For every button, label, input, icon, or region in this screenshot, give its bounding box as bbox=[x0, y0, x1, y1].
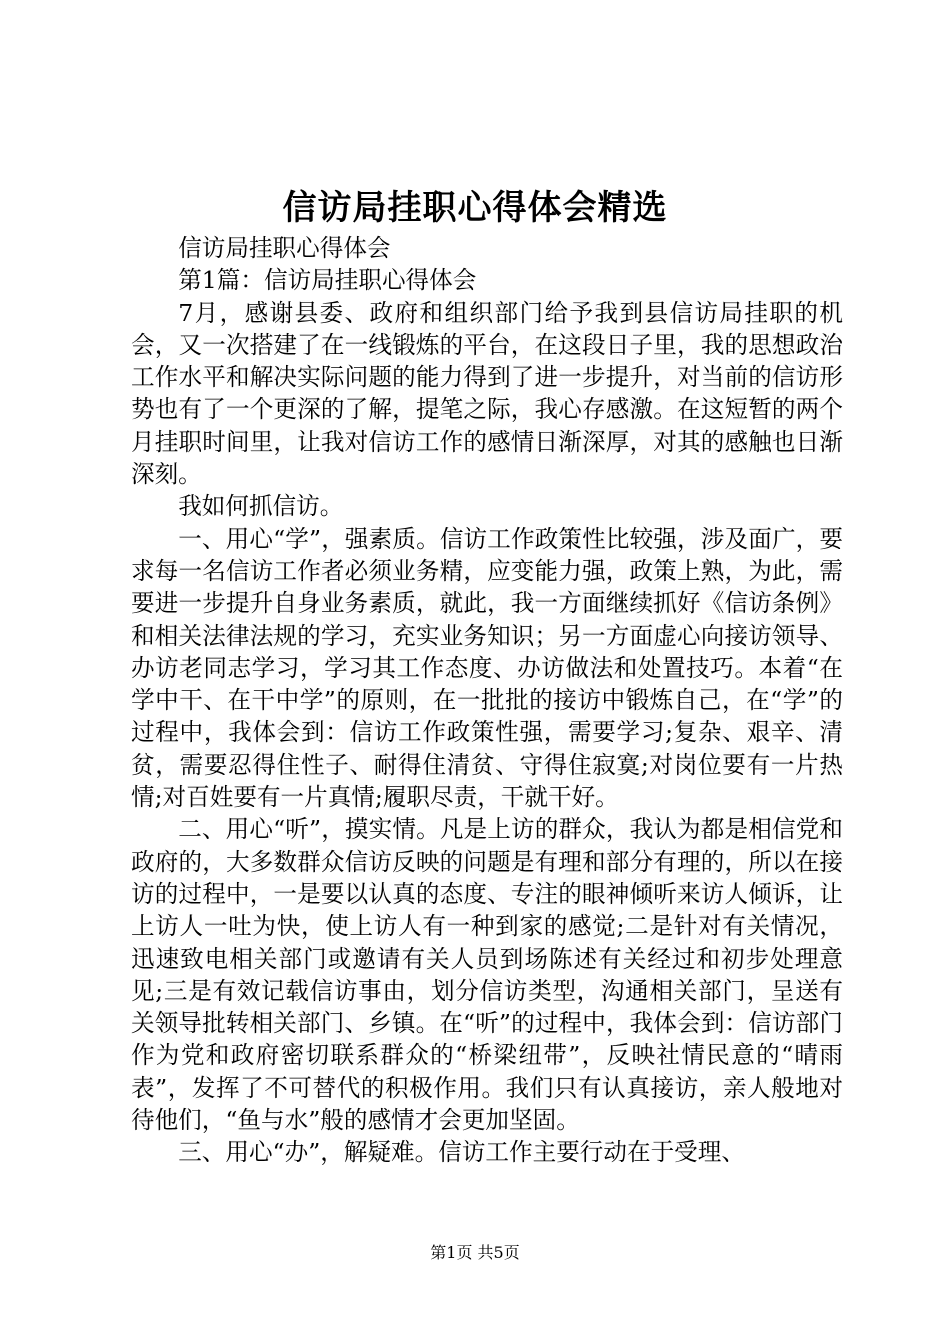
paragraph-chapter-heading: 第1篇：信访局挂职心得体会 bbox=[178, 266, 477, 295]
paragraph-section-handle: 三、用心“办”，解疑难。信访工作主要行动在于受理、 bbox=[178, 1138, 745, 1167]
document-body bbox=[131, 232, 843, 1169]
page-footer: 第1页 共5页 bbox=[430, 1243, 520, 1262]
paragraph-intro: 7月，感谢县委、政府和组织部门给予我到县信访局挂职的机会，又一次搭建了在一线锻炼的平台，在这段日子里，我的思想政治工作水平和解决实际问题的能力得到了进一步提升，对当前的信访形势也有了一个更深的了解，提笔之际，我心存感激。在这短暂的两个月挂职时间里，让我对信访工作的感情日渐深厚，对其的感触也日渐深刻。 bbox=[131, 298, 843, 489]
page-title: 信访局挂职心得体会精选 bbox=[282, 188, 668, 228]
paragraph-section-learn: 一、用心“学”，强素质。信访工作政策性比较强，涉及面广，要求每一名信访工作者必须业务精，应变能力强，政策上熟，为此，需要进一步提升自身业务素质，就此，我一方面继续抓好《信访条例》和相关法律法规的学习，充实业务知识；另一方面虚心向接访领导、办访老同志学习，学习其工作态度、办访做法和处置技巧。本着“在学中干、在干中学”的原则，在一批批的接访中锻炼自己，在“学”的过程中，我体会到：信访工作政策性强，需要学习;复杂、艰辛、清贫，需要忍得住性子、耐得住清贫、守得住寂寞;对岗位要有一片热情;对百姓要有一片真情;履职尽责，干就干好。 bbox=[131, 524, 843, 812]
paragraph-subtitle: 信访局挂职心得体会 bbox=[178, 234, 391, 262]
paragraph-section-listen: 二、用心“听”，摸实情。凡是上访的群众，我认为都是相信党和政府的，大多数群众信访反映的问题是有理和部分有理的，所以在接访的过程中，一是要以认真的态度、专注的眼神倾听来访人倾诉，让上访人一吐为快，使上访人有一种到家的感觉;二是针对有关情况，迅速致电相关部门或邀请有关人员到场陈述有关经过和初步处理意见;三是有效记载信访事由，划分信访类型，沟通相关部门，呈送有关领导批转相关部门、乡镇。在“听”的过程中，我体会到：信访部门作为党和政府密切联系群众的“桥梁纽带”，反映社情民意的“晴雨表”，发挥了不可替代的积极作用。我们只有认真接访，亲人般地对待他们，“鱼与水”般的感情才会更加坚固。 bbox=[131, 815, 843, 1135]
paragraph-section-question: 我如何抓信访。 bbox=[178, 492, 344, 521]
